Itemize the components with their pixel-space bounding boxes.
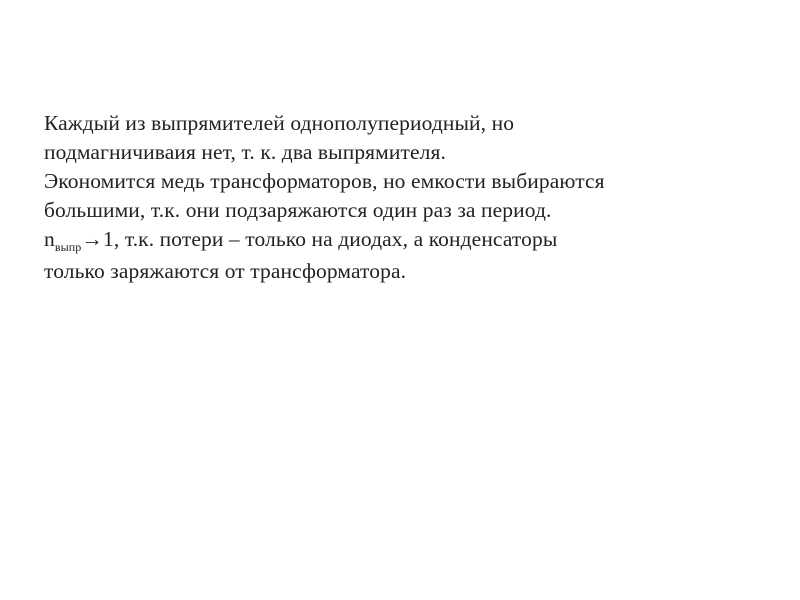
- text-line-4: большими, т.к. они подзаряжаются один раз за период.: [44, 198, 552, 222]
- text-line-1: Каждый из выпрямителей однополупериодный, но: [44, 111, 515, 135]
- text-line-5-efficiency: [44, 225, 784, 257]
- text-line-2: подмагничиваия нет, т. к. два выпрямителя.: [44, 140, 446, 164]
- slide-body-text: [44, 109, 784, 286]
- text-line-3: Экономится медь трансформаторов, но емкости выбираются: [44, 169, 605, 193]
- text-line-6: только заряжаются от трансформатора.: [44, 259, 407, 283]
- efficiency-text: →1, т.к. потери – только на диодах, а конденсаторы: [81, 227, 558, 251]
- efficiency-subscript: выпр: [54, 240, 82, 254]
- efficiency-symbol: n: [44, 227, 55, 251]
